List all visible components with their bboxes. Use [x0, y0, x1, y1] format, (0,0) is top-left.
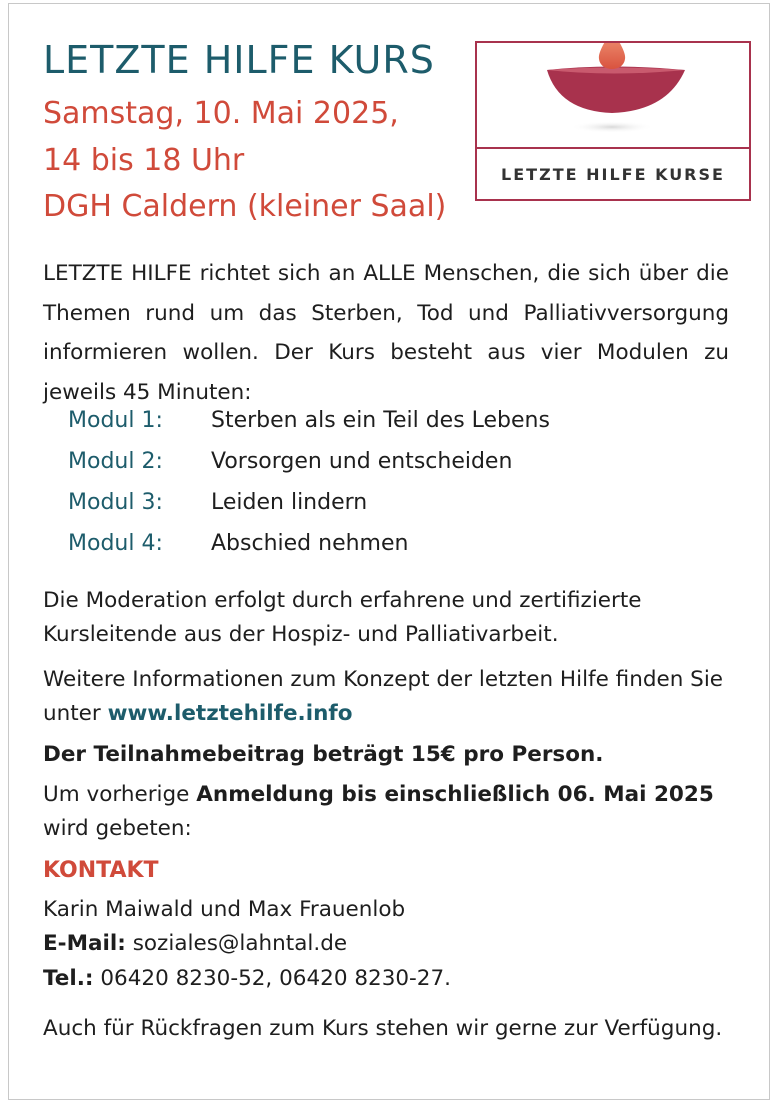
registration-suffix: wird gebeten: [43, 816, 192, 841]
module-text: Abschied nehmen [211, 531, 409, 556]
email-address[interactable]: soziales@lahntal.de [132, 931, 348, 956]
contact-phone-line [43, 966, 451, 991]
info-text: Weitere Informationen zum Konzept der letzten Hilfe finden Sie unter [43, 667, 724, 726]
registration-deadline: Anmeldung bis einschließlich 06. Mai 2025 [196, 782, 714, 807]
module-text: Vorsorgen und entscheiden [211, 449, 513, 474]
logo-divider [477, 147, 749, 149]
intro-paragraph: LETZTE HILFE richtet sich an ALLE Menschen, die sich über die Themen rund um das Sterben, Tod und Palliativversorgung informieren wollen. Der Kurs besteht aus vier Modulen zu jeweils 45 Minuten: [43, 261, 729, 405]
contact-email-line [43, 931, 347, 956]
module-label: Modul 3: [68, 490, 163, 515]
module-item [68, 449, 512, 474]
module-item [68, 531, 408, 556]
registration-paragraph [43, 778, 729, 846]
phone-numbers: 06420 8230-52, 06420 8230-27. [100, 966, 451, 991]
moderation-paragraph: Die Moderation erfolgt durch erfahrene und zertifizierte Kursleitende aus der Hospiz- und Palliativarbeit. [43, 588, 642, 647]
event-location: DGH Caldern (kleiner Saal) [43, 189, 447, 224]
module-item [68, 490, 367, 515]
logo-text: LETZTE HILFE KURSE [501, 165, 725, 184]
website-link[interactable]: www.letztehilfe.info [107, 701, 353, 726]
event-date: Samstag, 10. Mai 2025, [43, 96, 399, 131]
module-item [68, 408, 550, 433]
event-time: 14 bis 18 Uhr [43, 143, 245, 178]
module-label: Modul 1: [68, 408, 163, 433]
contact-names: Karin Maiwald und Max Frauenlob [43, 897, 406, 922]
registration-prefix: Um vorherige [43, 782, 190, 807]
contact-heading: KONTAKT [43, 858, 159, 883]
info-paragraph [43, 663, 729, 731]
letzte-hilfe-logo [475, 41, 751, 201]
closing-paragraph: Auch für Rückfragen zum Kurs stehen wir gerne zur Verfügung. [43, 1016, 723, 1041]
module-text: Sterben als ein Teil des Lebens [211, 408, 550, 433]
page-title: LETZTE HILFE KURS [43, 38, 435, 82]
bowl-flame-icon [477, 43, 749, 143]
fee-text: Der Teilnahmebeitrag beträgt 15€ pro Person. [43, 742, 604, 767]
phone-label: Tel.: [43, 966, 94, 991]
module-label: Modul 2: [68, 449, 163, 474]
module-text: Leiden lindern [211, 490, 368, 515]
email-label: E-Mail: [43, 931, 126, 956]
module-label: Modul 4: [68, 531, 163, 556]
